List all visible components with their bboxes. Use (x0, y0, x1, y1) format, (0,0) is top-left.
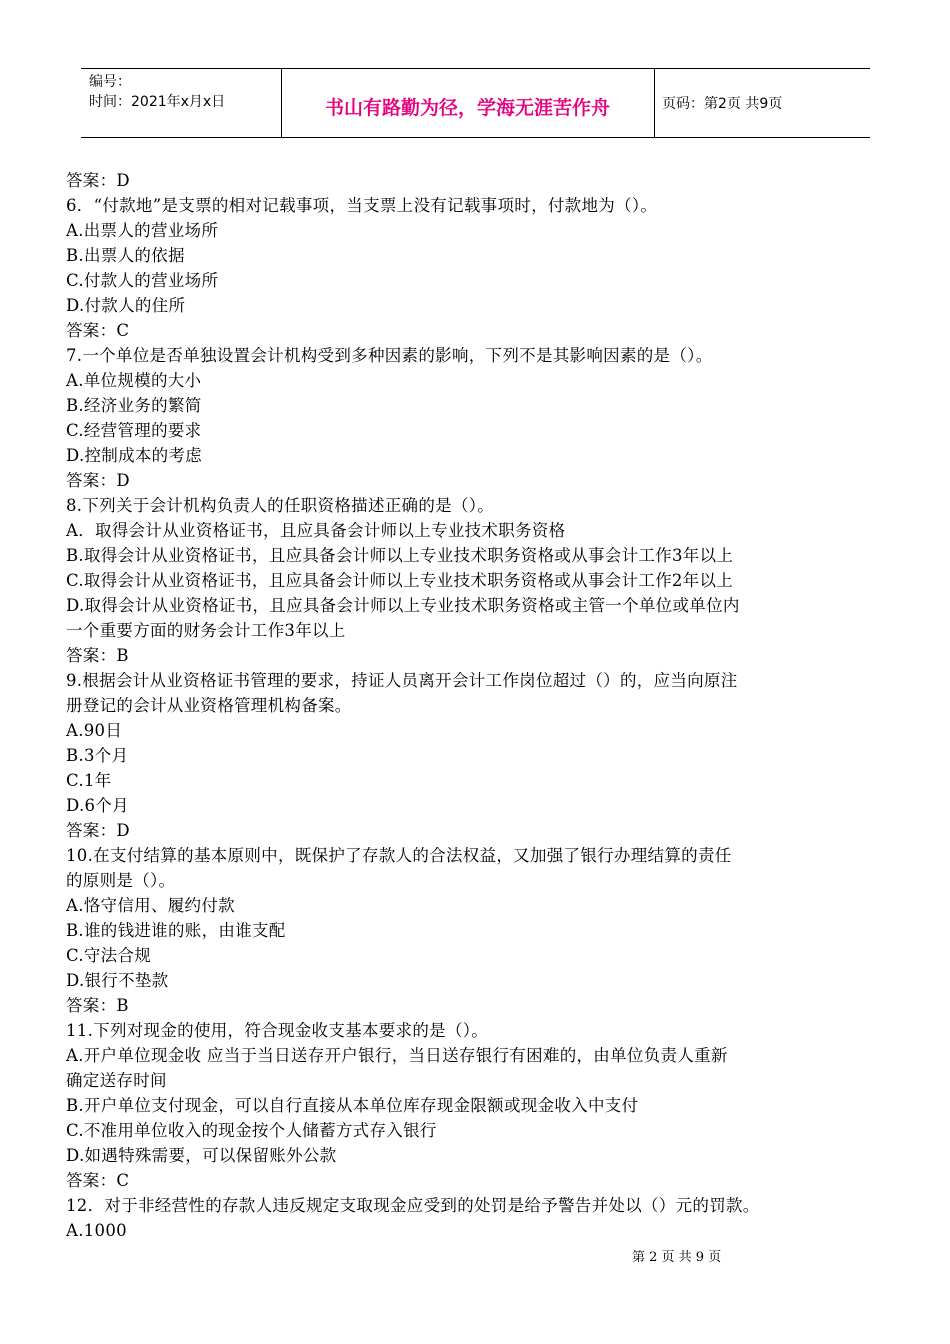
text-line: B.取得会计从业资格证书，且应具备会计师以上专业技术职务资格或从事会计工作3年以上 (66, 546, 734, 565)
text-line: C.经营管理的要求 (66, 421, 202, 440)
text-line: 确定送存时间 (66, 1071, 167, 1090)
text-line: D.付款人的住所 (66, 296, 186, 315)
text-line: 12．对于非经营性的存款人违反规定支取现金应受到的处罚是给予警告并处以（）元的罚款。 (66, 1196, 760, 1215)
text-line: C.守法合规 (66, 946, 152, 965)
text-line: 册登记的会计从业资格管理机构备案。 (66, 696, 352, 715)
header-motto: 书山有路勤为径，学海无涯苦作舟 (324, 97, 610, 119)
header-page-info: 页码：第2页 共9页 (662, 96, 783, 112)
text-line: D.控制成本的考虑 (66, 446, 203, 465)
document-number-label: 编号： (89, 74, 131, 90)
text-line: 11.下列对现金的使用，符合现金收支基本要求的是（）。 (66, 1021, 489, 1040)
text-line: C.不准用单位收入的现金按个人储蓄方式存入银行 (66, 1121, 437, 1140)
text-line: 6．“付款地”是支票的相对记载事项，当支票上没有记载事项时，付款地为（）。 (66, 196, 658, 215)
text-line: B.经济业务的繁简 (66, 396, 202, 415)
text-line: 一个重要方面的财务会计工作3年以上 (66, 621, 346, 640)
text-line: 答案：C (66, 1171, 130, 1190)
text-line: 答案：B (66, 996, 129, 1015)
page-footer-number: 第 2 页 共 9 页 (632, 1250, 722, 1265)
document-date: 时间：2021年x月x日 (89, 94, 226, 110)
text-line: D.银行不垫款 (66, 971, 169, 990)
text-line: D.如遇特殊需要，可以保留账外公款 (66, 1146, 337, 1165)
text-line: A.恪守信用、履约付款 (66, 896, 235, 915)
text-line: 9.根据会计从业资格证书管理的要求，持证人员离开会计工作岗位超过（）的，应当向原注 (66, 671, 738, 690)
text-line: B.3个月 (66, 746, 129, 765)
text-line: C.付款人的营业场所 (66, 271, 219, 290)
header-middle-cell (281, 69, 655, 137)
page-header (81, 68, 870, 138)
text-line: D.6个月 (66, 796, 129, 815)
text-line: 10.在支付结算的基本原则中，既保护了存款人的合法权益，又加强了银行办理结算的责任 (66, 846, 732, 865)
text-line: 答案：B (66, 646, 129, 665)
text-line: A.出票人的营业场所 (66, 221, 219, 240)
text-line: C.取得会计从业资格证书，且应具备会计师以上专业技术职务资格或从事会计工作2年以上 (66, 571, 734, 590)
text-line: B.出票人的依据 (66, 246, 185, 265)
text-line: A.开户单位现金收 应当于当日送存开户银行，当日送存银行有困难的，由单位负责人重新 (66, 1046, 728, 1065)
text-line: A.单位规模的大小 (66, 371, 202, 390)
text-line: B.开户单位支付现金，可以自行直接从本单位库存现金限额或现金收入中支付 (66, 1096, 639, 1115)
text-line: 答案：D (66, 171, 130, 190)
text-line: A.90日 (66, 721, 123, 740)
text-line: 8.下列关于会计机构负责人的任职资格描述正确的是（）。 (66, 496, 495, 515)
text-line: 7.一个单位是否单独设置会计机构受到多种因素的影响，下列不是其影响因素的是（）。 (66, 346, 713, 365)
text-line: A．取得会计从业资格证书，且应具备会计师以上专业技术职务资格 (66, 521, 566, 540)
text-line: 答案：D (66, 471, 130, 490)
header-right-cell (654, 69, 870, 137)
text-line: 答案：C (66, 321, 130, 340)
text-line: 答案：D (66, 821, 130, 840)
text-line: C.1年 (66, 771, 112, 790)
text-line: D.取得会计从业资格证书，且应具备会计师以上专业技术职务资格或主管一个单位或单位内 (66, 596, 740, 615)
header-left-cell (81, 69, 282, 137)
text-line: A.1000 (66, 1221, 127, 1240)
document-body (66, 168, 896, 1243)
text-line: B.谁的钱进谁的账，由谁支配 (66, 921, 286, 940)
text-line: 的原则是（）。 (66, 871, 176, 890)
